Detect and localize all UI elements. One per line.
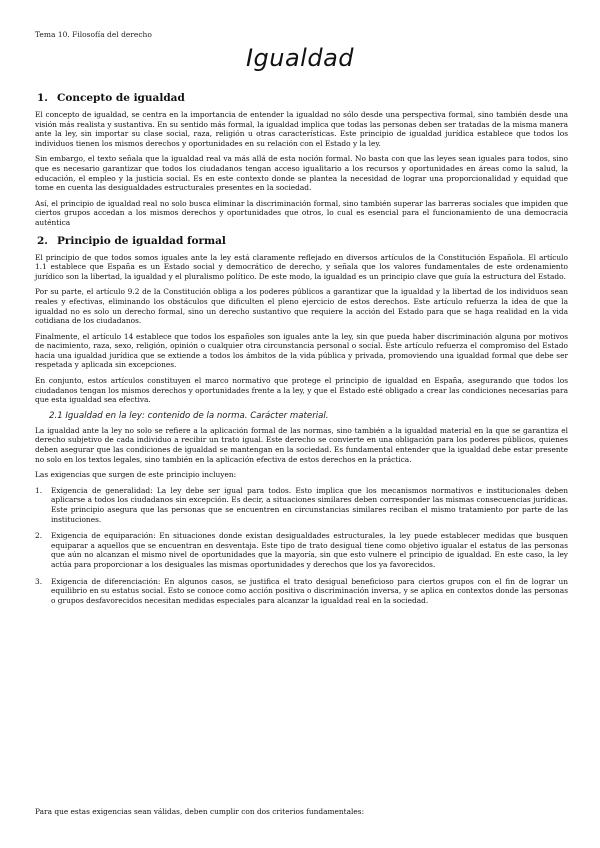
section-2-number: 2. [37, 234, 48, 247]
page-header: Tema 10. Filosofía del derecho [35, 30, 152, 39]
section-2-title: Principio de igualdad formal [56, 234, 226, 247]
paragraph: Así, el principio de igualdad real no solo busca eliminar la discriminación formal, sino también superar las barreras sociales que impiden que ciertos grupos accedan a los mismos derechos y oportunidades que otros, lo cual es esencial para el funcionamiento de una democracia auténtica [35, 198, 568, 227]
section-1-title: Concepto de igualdad [56, 92, 185, 104]
list-item [35, 531, 568, 569]
paragraph: El concepto de igualdad, se centra en la importancia de entender la igualdad no sólo desde una perspectiva formal, sino también desde una visión más realista y sustantiva. En su sentido más formal, la igualdad implica que todas las personas deben ser tratadas de la misma manera ante la ley, sin importar su clase social, raza, religión u otras características. Este principio de igualdad jurídica establece que todos los individuos tienen los mismos derechos y oportunidades en su relación con el Estado y la ley. [35, 110, 568, 148]
paragraph: El principio de que todos somos iguales ante la ley está claramente reflejado en diversos artículos de la Constitución Española. El artículo 1.1 establece que España es un Estado social y democrático de derecho, y señala que los valores fundamentales de este ordenamiento jurídico son la libertad, la igualdad y el pluralismo político. De este modo, la igualdad es un principio clave que guía la estructura del Estado. [35, 252, 568, 281]
list-item-number: 2. [35, 531, 43, 541]
list-item-text: Exigencia de equiparación: En situaciones donde existan desigualdades estructurales, la ley puede establecer medidas que busquen equiparar a aquellos que se encuentran en desventaja. Este tipo de trato desigual tiene como objetivo igualar el estatus de las personas que aún no alcanzan el mismo nivel de oportunidades que la mayoría, sin que esto vulnere el principio de igualdad. En este caso, la ley actúa para proporcionar a los desiguales las mismas oportunidades y derechos que los ya favorecidos. [51, 531, 568, 569]
paragraph: Por su parte, el artículo 9.2 de la Constitución obliga a los poderes públicos a garantizar que la igualdad y la libertad de los individuos sean reales y efectivas, eliminando los obstáculos que dificulten el pleno ejercicio de estos derechos. Este artículo refuerza la idea de que la igualdad no es solo un derecho formal, sino un derecho sustantivo que requiere la acción del Estado para que se haga realidad en la vida cotidiana de los ciudadanos. [35, 287, 568, 326]
paragraph: En conjunto, estos artículos constituyen el marco normativo que protege el principio de igualdad en España, asegurando que todos los ciudadanos tengan los mismos derechos y oportunidades frente a la ley, y que el Estado esté obligado a crear las condiciones necesarias para que esta igualdad sea efectiva. [35, 376, 568, 405]
document-body [35, 92, 568, 612]
list-item-number: 3. [35, 576, 43, 586]
list-item-text: Exigencia de diferenciación: En algunos casos, se justifica el trato desigual beneficioso para ciertos grupos con el fin de lograr un equilibrio en su estatus social. Esto se conoce como acción positiva o discriminación inversa, y se aplica en contextos donde las personas o grupos desfavorecidos necesitan medidas especiales para alcanzar la igualdad real en la sociedad. [51, 576, 568, 605]
paragraph: Sin embargo, el texto señala que la igualdad real va más allá de esta noción formal. No basta con que las leyes sean iguales para todos, sino que es necesario garantizar que todos los ciudadanos tengan acceso igualitario a los recursos y oportunidades en áreas como la salud, la educación, el empleo y la justicia social. Es en este contexto donde se plantea la necesidad de lograr una proporcionalidad y equidad que tome en cuenta las desigualdades estructurales presentes en la sociedad. [35, 154, 568, 193]
subsection-2-1-heading: 2.1 Igualdad en la ley: contenido de la norma. Carácter material. [49, 410, 329, 421]
section-1-heading [37, 92, 568, 104]
page-title: Igualdad [245, 44, 355, 72]
requirements-list [35, 486, 568, 606]
section-1-number: 1. [37, 92, 48, 104]
paragraph: Las exigencias que surgen de este principio incluyen: [35, 470, 237, 480]
paragraph: La igualdad ante la ley no solo se refiere a la aplicación formal de las normas, sino también a la igualdad material en la que se garantiza el derecho subjetivo de cada individuo a recibir un trato igual. Este derecho se convierte en una obligación para los poderes públicos, quienes deben asegurar que las condiciones de igualdad se mantengan en la sociedad. Es fundamental entender que la igualdad debe estar presente no solo en los textos legales, sino también en la aplicación efectiva de estos derechos en la práctica. [35, 425, 568, 464]
list-item-text: Exigencia de generalidad: La ley debe ser igual para todos. Esto implica que los mecanismos normativos e institucionales deben aplicarse a todos los ciudadanos sin excepción. Es decir, a situaciones similares deben corresponder las mismas consecuencias jurídicas. Este principio asegura que las personas que se encuentren en circunstancias similares reciban el mismo tratamiento por parte de las instituciones. [51, 485, 568, 524]
list-item [35, 486, 568, 524]
section-2-heading [37, 235, 568, 247]
paragraph: Finalmente, el artículo 14 establece que todos los españoles son iguales ante la ley, sin que pueda haber discriminación alguna por motivos de nacimiento, raza, sexo, religión, opinión o cualquier otra circunstancia personal o social. Este artículo refuerza el compromiso del Estado hacia una igualdad jurídica que se extiende a todos los ámbitos de la vida pública y privada, promoviendo una igualdad formal que debe ser respetada y aplicada sin excepciones. [35, 331, 568, 370]
list-item [35, 577, 568, 606]
list-item-number: 1. [35, 485, 43, 495]
closing-paragraph: Para que estas exigencias sean válidas, deben cumplir con dos criterios fundamentales: [35, 807, 365, 816]
